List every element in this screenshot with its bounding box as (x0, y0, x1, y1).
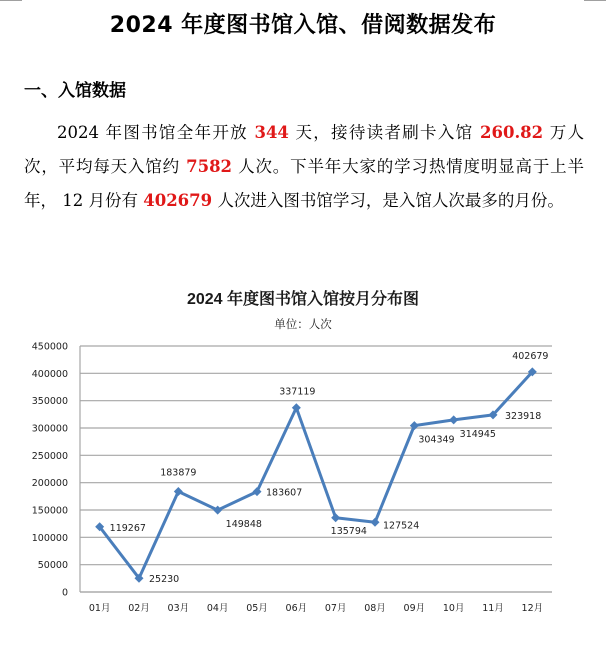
data-label: 304349 (418, 434, 455, 446)
intro-paragraph (24, 116, 584, 218)
x-tick-label: 07月 (324, 603, 347, 614)
data-label: 337119 (279, 386, 316, 398)
x-tick-label: 04月 (206, 603, 229, 614)
data-label: 149848 (225, 519, 262, 531)
december-visits-value: 402679 (143, 191, 213, 210)
diamond-marker-icon (410, 421, 419, 430)
y-tick-label: 400000 (31, 368, 68, 380)
x-tick-label: 10月 (442, 603, 465, 614)
y-tick-label: 100000 (31, 532, 68, 544)
diamond-marker-icon (371, 518, 380, 527)
section-heading: 一、入馆数据 (24, 81, 126, 101)
document-title: 2024 年度图书馆入馆、借阅数据发布 (109, 13, 497, 38)
diamond-marker-icon (331, 513, 340, 522)
data-label: 135794 (330, 525, 367, 537)
x-tick-label: 02月 (128, 603, 150, 614)
chart-subtitle: 单位：人次 (274, 317, 332, 331)
page-corner-mark-left (0, 0, 22, 1)
diamond-marker-icon (174, 487, 183, 496)
diamond-marker-icon (253, 487, 262, 496)
chart-title: 2024 年度图书馆入馆按月分布图 (186, 291, 420, 308)
data-label: 402679 (512, 350, 549, 362)
daily-average-value: 7582 (186, 157, 233, 176)
data-label: 183607 (266, 487, 303, 499)
x-tick-label: 12月 (521, 603, 544, 614)
y-tick-label: 250000 (31, 450, 68, 462)
y-tick-label: 200000 (31, 478, 68, 490)
x-tick-label: 08月 (364, 603, 386, 614)
diamond-marker-icon (213, 506, 222, 515)
page-corner-mark-right (584, 0, 606, 1)
y-tick-label: 350000 (31, 396, 68, 408)
para-text: 人次。下半年大家的学习热情度明显高于上半年， 12 月份有 (24, 157, 585, 210)
x-tick-label: 11月 (482, 603, 504, 614)
diamond-marker-icon (449, 415, 458, 424)
y-tick-label: 300000 (31, 423, 68, 435)
data-label: 314945 (459, 428, 496, 440)
x-tick-label: 05月 (246, 603, 268, 614)
monthly-visits-line-chart (0, 330, 606, 648)
y-tick-label: 0 (61, 587, 68, 599)
data-label: 25230 (149, 574, 180, 586)
chart-y-axis (32, 342, 68, 599)
x-tick-label: 06月 (285, 603, 308, 614)
chart-x-axis (89, 603, 543, 614)
para-text: 天，接待读者刷卡入馆 (288, 123, 480, 142)
open-days-value: 344 (254, 123, 289, 142)
data-label: 323918 (505, 410, 542, 422)
y-tick-label: 150000 (31, 505, 68, 517)
x-tick-label: 01月 (88, 603, 111, 614)
diamond-marker-icon (292, 403, 301, 412)
para-text: 人次进入图书馆学习，是入馆人次最多的月份。 (212, 191, 564, 210)
para-text: 万人次，平均每天入馆约 (24, 123, 584, 176)
data-label: 183879 (160, 467, 197, 479)
x-tick-label: 03月 (167, 603, 190, 614)
chart-data-labels (110, 351, 549, 585)
para-text: 2024 年图书馆全年开放 (57, 123, 255, 142)
data-label: 127524 (383, 520, 420, 532)
total-visits-value: 260.82 (480, 123, 544, 142)
y-tick-label: 50000 (37, 560, 68, 572)
data-label: 119267 (109, 522, 146, 534)
x-tick-label: 09月 (403, 603, 426, 614)
y-tick-label: 450000 (31, 341, 68, 353)
